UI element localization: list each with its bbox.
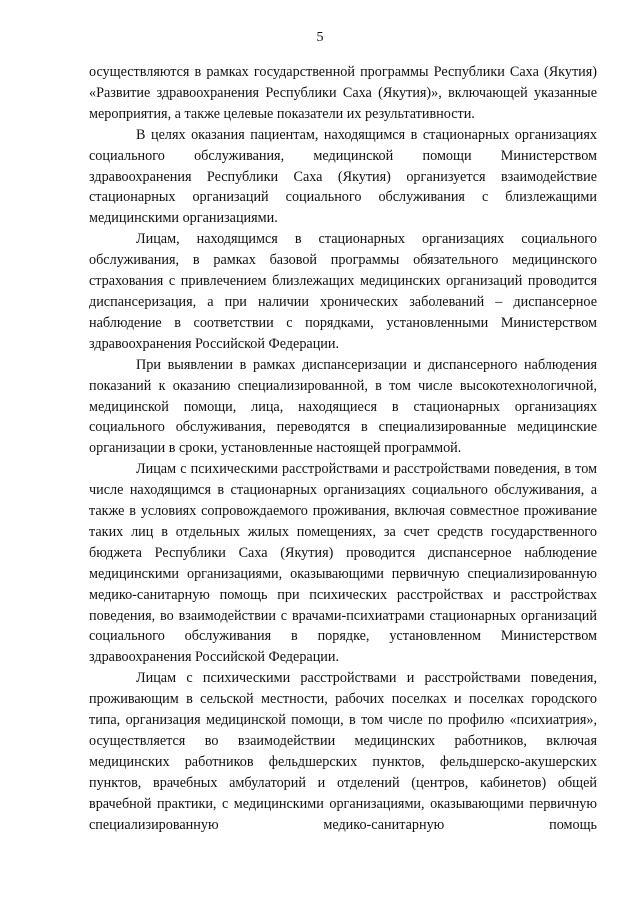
paragraph-specialized-care-transfer: При выявлении в рамках диспансеризации и диспансерного наблюдения показаний к оказанию специализированной, в том числе высокотехнологичной, медицинской помощи, лица, находящиеся в стационарных организациях социального обслуживания, переводятся в специализированные медицинские организации в сроки, установленные настоящей программой. [89,356,597,457]
document-body [89,62,597,836]
page-number: 5 [316,30,324,45]
paragraph-rural-psychiatric-care: Лицам с психическими расстройствами и расстройствами поведения, проживающим в сельской местности, рабочих поселках и поселках городского типа, организация медицинской помощи, в том числе по профилю «психиатрия», осуществляется во взаимодействии медицинских работников, включая медицинских работников фельдшерских пунктов, фельдшерско-акушерских пунктов, врачебных амбулаторий и отделений (центров, кабинетов) общей врачебной практики, с медицинскими организациями, оказывающими первичную специализированную медико-санитарную помощь [89,670,597,833]
paragraph-continuation: осуществляются в рамках государственной программы Республики Саха (Якутия) «Развитие здравоохранения Республики Саха (Якутия)», включающей указанные мероприятия, а также целевые показатели их результативности. [89,64,597,122]
paragraph-dispensarization: Лицам, находящимся в стационарных организациях социального обслуживания, в рамках базовой программы обязательного медицинского страхования с привлечением близлежащих медицинских организаций проводится диспансеризация, а при наличии хронических заболеваний – диспансерное наблюдение в соответствии с порядками, установленными Министерством здравоохранения Российской Федерации. [89,231,597,352]
paragraph-mental-disorders-observation: Лицам с психическими расстройствами и расстройствами поведения, в том числе находящимся в стационарных организациях социального обслуживания, а также в условиях сопровождаемого проживания, включая совместное проживание таких лиц в отдельных жилых помещениях, за счет средств государственного бюджета Республики Саха (Якутия) проводится диспансерное наблюдение медицинскими организациями, оказывающими первичную специализированную медико-санитарную помощь при психических расстройствах и расстройствах поведения, во взаимодействии с врачами-психиатрами стационарных организаций социального обслуживания в порядке, установленном Министерством здравоохранения Российской Федерации. [89,461,597,666]
paragraph-interaction-organization: В целях оказания пациентам, находящимся в стационарных организациях социального обслуживания, медицинской помощи Министерством здравоохранения Республики Саха (Якутия) организуется взаимодействие стационарных организаций социального обслуживания с близлежащими медицинскими организациями. [89,126,597,227]
